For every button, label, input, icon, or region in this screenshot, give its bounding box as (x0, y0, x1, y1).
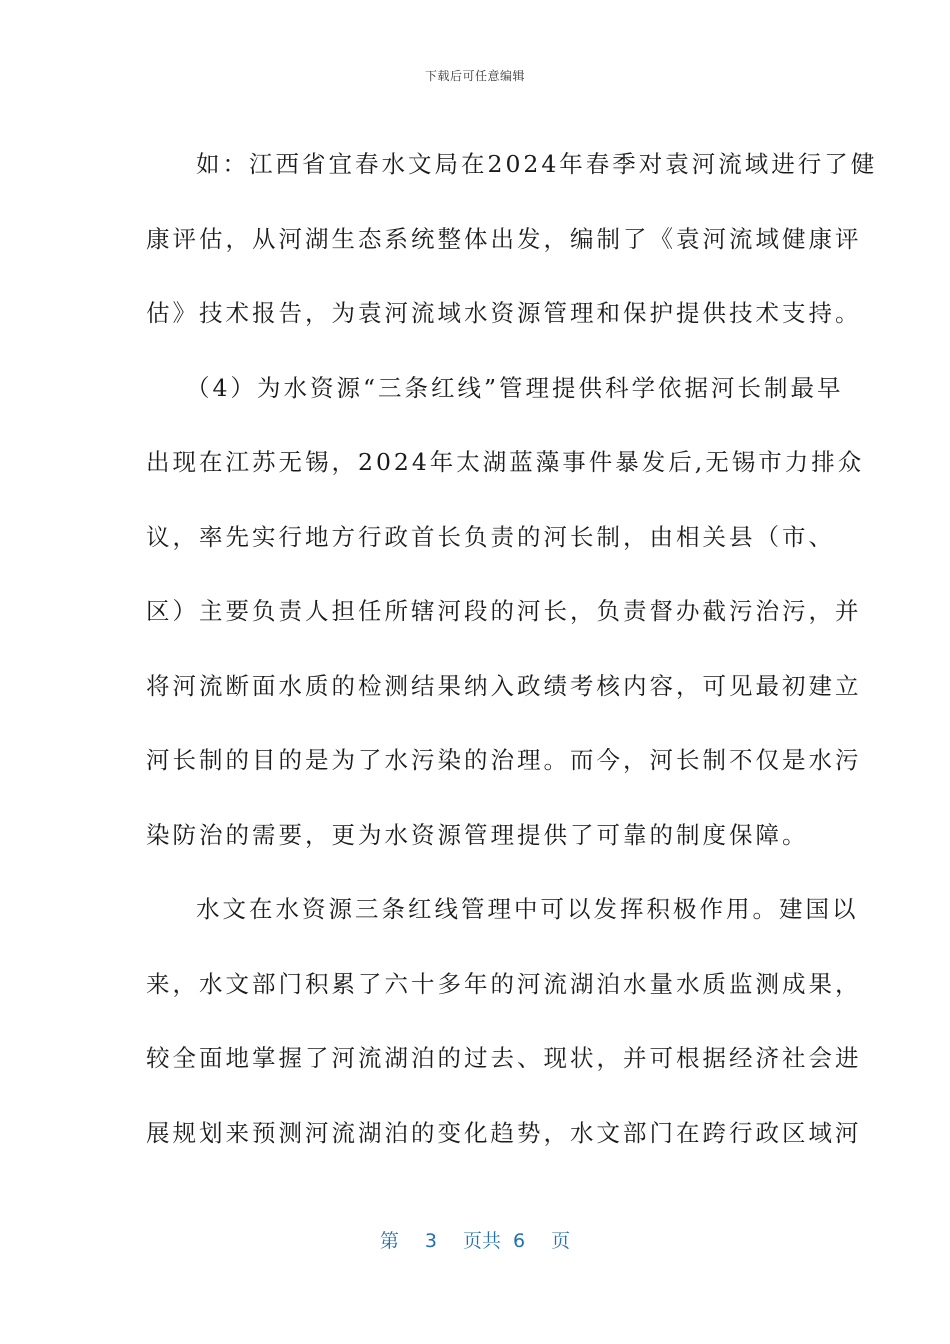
footer-current-page: 3 (424, 1230, 437, 1252)
text-line: 染防治的需要，更为水资源管理提供了可靠的制度保障。 (146, 820, 809, 849)
text-line: 展规划来预测河流湖泊的变化趋势，水文部门在跨行政区域河 (146, 1118, 862, 1147)
paragraph-2 (146, 351, 865, 873)
text-line: 河长制的目的是为了水污染的治理。而今，河长制不仅是水污 (146, 746, 862, 774)
paragraph-3 (146, 872, 862, 1170)
page-footer (0, 1226, 950, 1253)
text-line: 水文在水资源三条红线管理中可以发挥积极作用。建国以 (196, 895, 859, 923)
footer-middle: 页共 (462, 1230, 501, 1252)
text-line: 出现在江苏无锡，2024年太湖蓝藻事件暴发后,无锡市力排众 (146, 448, 865, 476)
text-line: 康评估，从河湖生态系统整体出发，编制了《袁河流域健康评 (146, 224, 862, 253)
text-line: 议，率先实行地方行政首长负责的河长制，由相关县（市、 (146, 522, 835, 551)
text-line: 来，水文部门积累了六十多年的河流湖泊水量水质监测成果， (146, 969, 862, 998)
footer-prefix: 第 (379, 1230, 399, 1252)
text-line: 较全面地掌握了河流湖泊的过去、现状，并可根据经济社会进 (146, 1044, 862, 1072)
document-body (146, 127, 878, 1170)
paragraph-1 (146, 127, 878, 351)
text-line: 估》技术报告，为袁河流域水资源管理和保护提供技术支持。 (146, 299, 862, 327)
text-line: 如：江西省宜春水文局在2024年春季对袁河流域进行了健 (196, 150, 878, 178)
page-header-note: 下载后可任意编辑 (424, 69, 525, 83)
text-line: 区）主要负责人担任所辖河段的河长，负责督办截污治污，并 (146, 597, 862, 625)
text-line: （4）为水资源“三条红线”管理提供科学依据河长制最早 (186, 373, 844, 402)
text-line: 将河流断面水质的检测结果纳入政绩考核内容，可见最初建立 (146, 671, 862, 700)
footer-total-pages: 6 (513, 1230, 526, 1252)
footer-suffix: 页 (551, 1230, 571, 1252)
